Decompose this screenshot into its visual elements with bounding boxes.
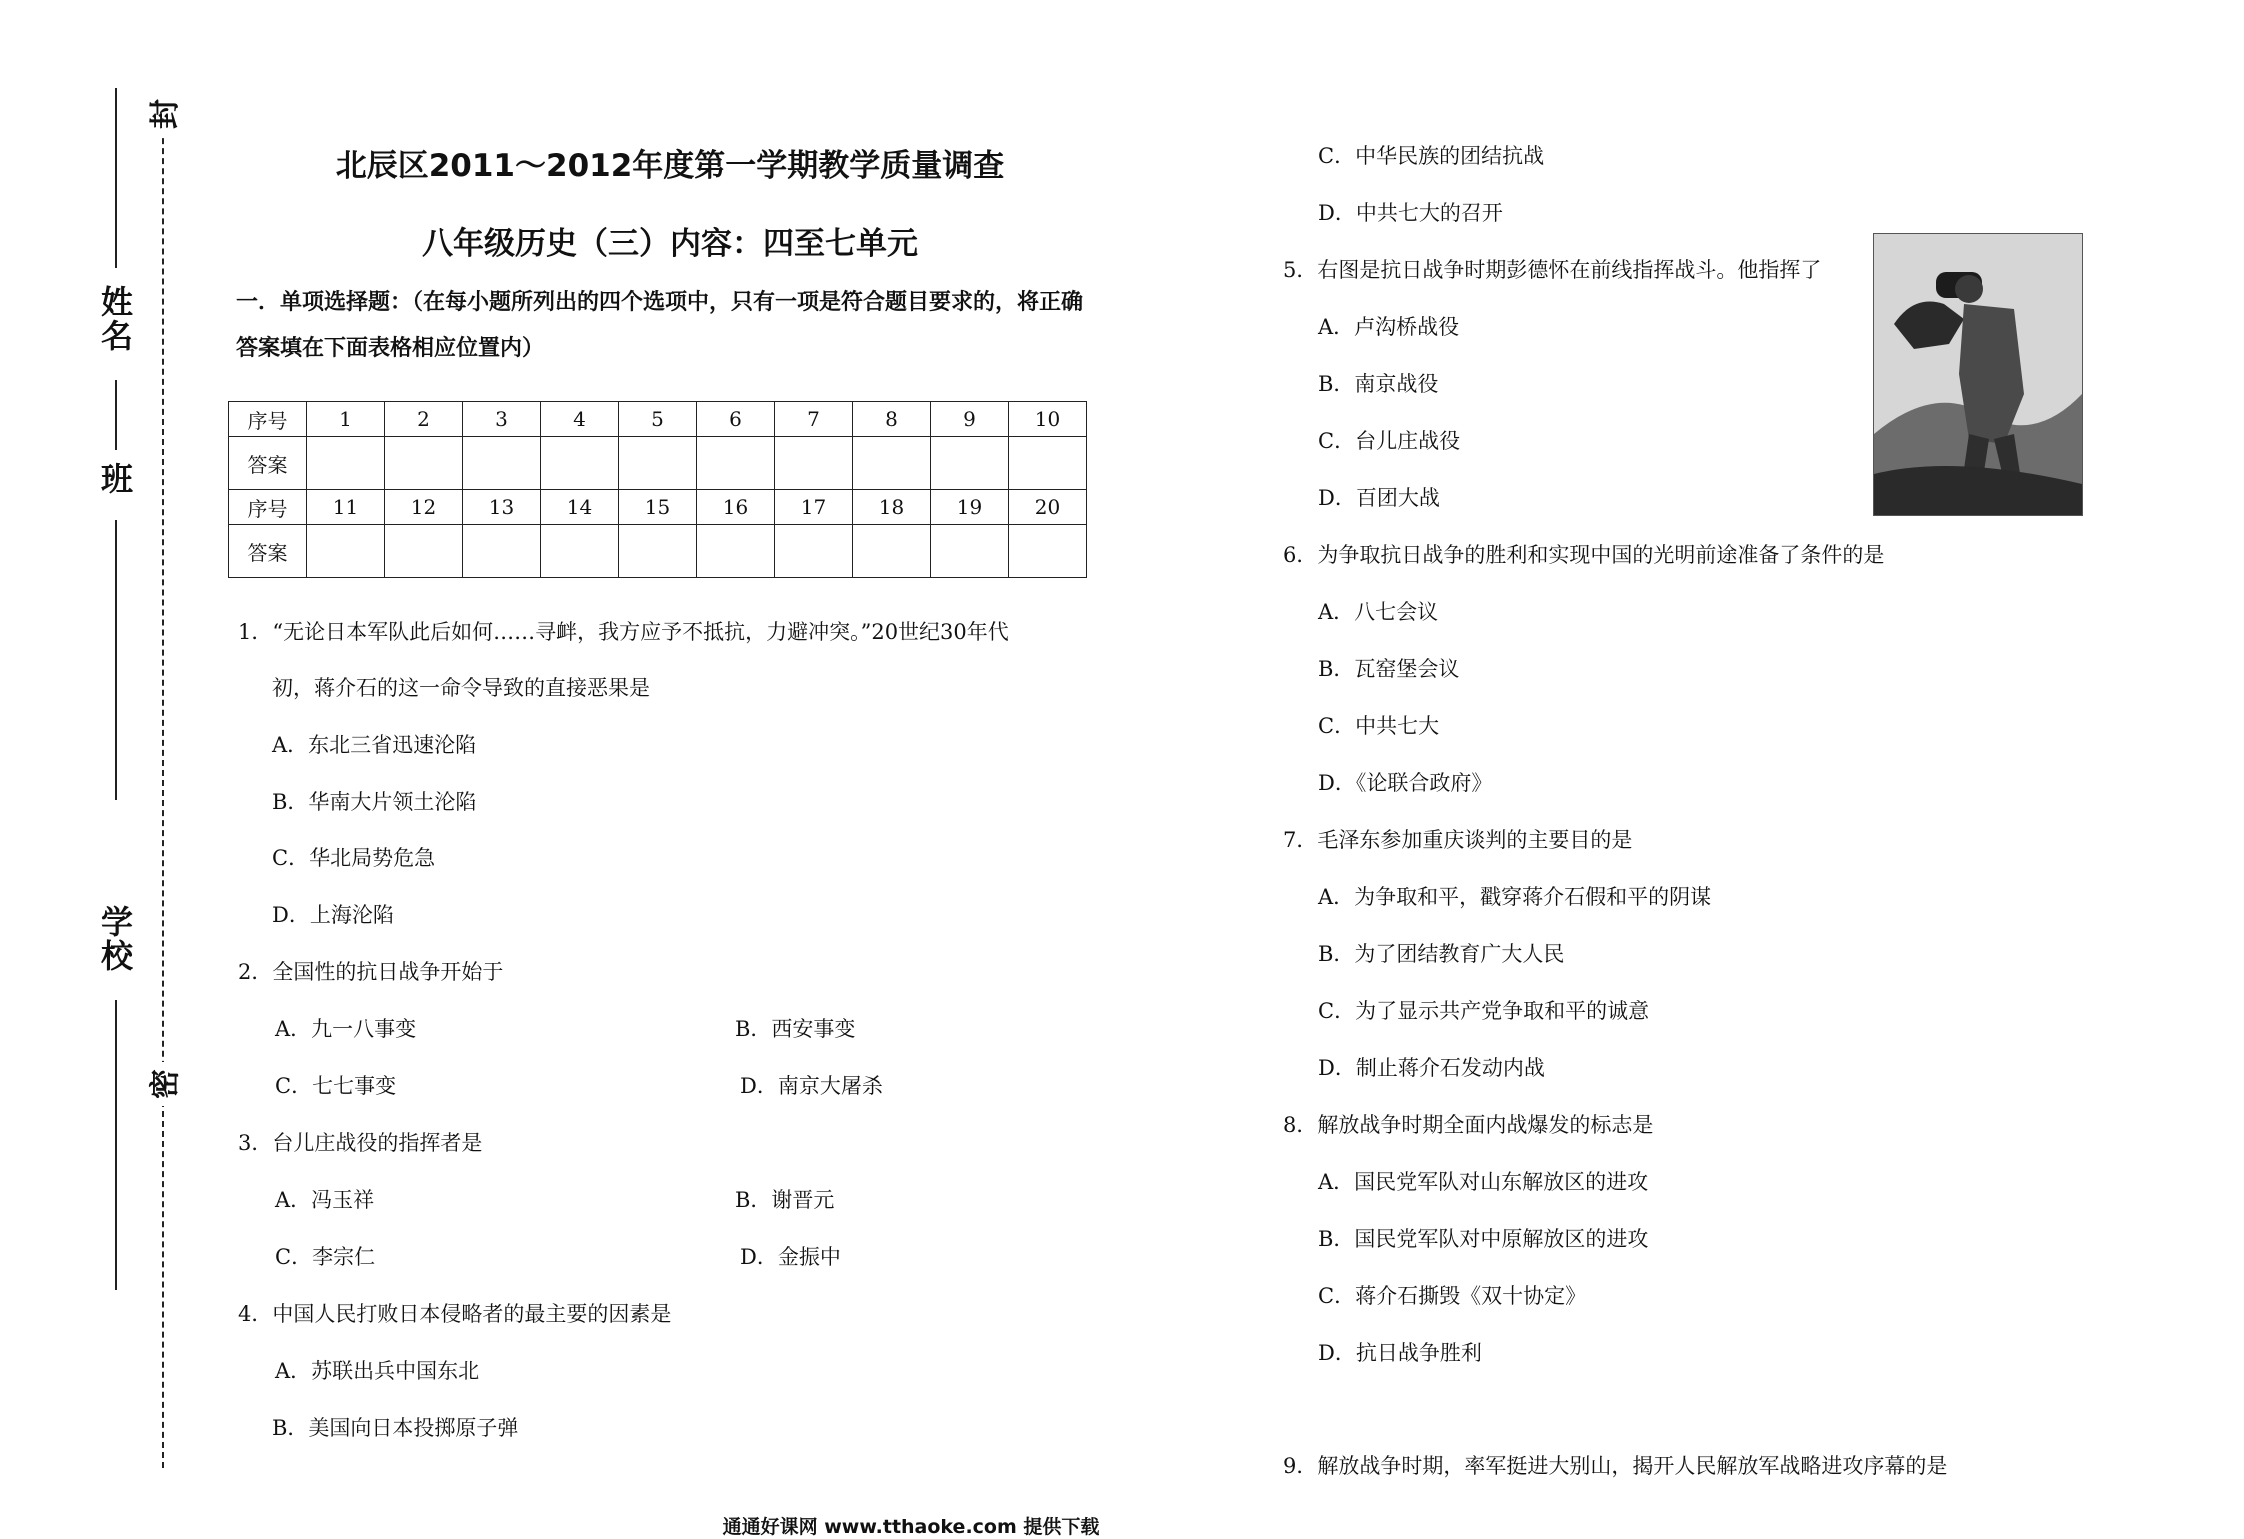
question-4-option-d: D．中共七大的召开 bbox=[1318, 201, 1503, 225]
table-cell-number: 14 bbox=[541, 490, 619, 525]
answer-table bbox=[228, 401, 1087, 578]
table-cell-number: 12 bbox=[385, 490, 463, 525]
answer-cell[interactable] bbox=[541, 437, 619, 490]
question-5-option-c: C．台儿庄战役 bbox=[1318, 429, 1461, 453]
table-label-number: 序号 bbox=[229, 490, 307, 525]
peng-dehuai-photo bbox=[1873, 233, 2083, 516]
table-cell-number: 2 bbox=[385, 402, 463, 437]
question-5-stem: 5．右图是抗日战争时期彭德怀在前线指挥战斗。他指挥了 bbox=[1283, 258, 1822, 282]
exam-subtitle: 八年级历史（三）内容：四至七单元 bbox=[422, 226, 918, 262]
question-7-option-b: B．为了团结教育广大人民 bbox=[1318, 942, 1565, 966]
question-1-stem-cont: 初，蒋介石的这一命令导致的直接恶果是 bbox=[272, 676, 650, 700]
answer-cell[interactable] bbox=[853, 437, 931, 490]
exam-title: 北辰区2011～2012年度第一学期教学质量调查 bbox=[335, 148, 1005, 184]
question-3-option-d: D．金振中 bbox=[740, 1245, 841, 1269]
question-6-option-a: A．八七会议 bbox=[1318, 600, 1439, 624]
question-2-option-b: B．西安事变 bbox=[735, 1017, 856, 1041]
answer-cell[interactable] bbox=[307, 525, 385, 578]
question-4-option-b: B．美国向日本投掷原子弹 bbox=[272, 1416, 519, 1440]
question-4-option-c: C．中华民族的团结抗战 bbox=[1318, 144, 1545, 168]
table-cell-number: 7 bbox=[775, 402, 853, 437]
table-cell-number: 20 bbox=[1009, 490, 1087, 525]
question-6-option-d: D．《论联合政府》 bbox=[1318, 771, 1493, 795]
instruction-line-1: 一．单项选择题：（在每小题所列出的四个选项中，只有一项是符合题目要求的，将正确 bbox=[236, 290, 1084, 315]
table-cell-number: 4 bbox=[541, 402, 619, 437]
answer-cell[interactable] bbox=[931, 437, 1009, 490]
question-4-option-a: A．苏联出兵中国东北 bbox=[275, 1359, 480, 1383]
table-cell-number: 1 bbox=[307, 402, 385, 437]
question-8-option-d: D．抗日战争胜利 bbox=[1318, 1341, 1482, 1365]
table-cell-number: 19 bbox=[931, 490, 1009, 525]
question-3-option-a: A．冯玉祥 bbox=[275, 1188, 375, 1212]
table-cell-number: 18 bbox=[853, 490, 931, 525]
name-label: 姓名 bbox=[96, 285, 134, 353]
question-7-stem: 7．毛泽东参加重庆谈判的主要目的是 bbox=[1283, 828, 1633, 852]
table-cell-number: 5 bbox=[619, 402, 697, 437]
answer-cell[interactable] bbox=[463, 525, 541, 578]
answer-cell[interactable] bbox=[307, 437, 385, 490]
class-underline-top bbox=[115, 380, 117, 450]
question-8-option-b: B．国民党军队对中原解放区的进攻 bbox=[1318, 1227, 1649, 1251]
answer-cell[interactable] bbox=[853, 525, 931, 578]
school-underline bbox=[115, 1000, 117, 1290]
table-cell-number: 8 bbox=[853, 402, 931, 437]
question-6-option-b: B．瓦窑堡会议 bbox=[1318, 657, 1460, 681]
answer-cell[interactable] bbox=[463, 437, 541, 490]
table-cell-number: 16 bbox=[697, 490, 775, 525]
question-2-option-a: A．九一八事变 bbox=[275, 1017, 417, 1041]
soldier-with-binoculars-image bbox=[1874, 234, 2082, 515]
table-cell-number: 6 bbox=[697, 402, 775, 437]
question-9-stem: 9．解放战争时期，率军挺进大别山，揭开人民解放军战略进攻序幕的是 bbox=[1283, 1454, 1948, 1478]
name-underline bbox=[115, 88, 117, 268]
question-1-option-d: D．上海沦陷 bbox=[272, 903, 394, 927]
question-5-option-d: D．百团大战 bbox=[1318, 486, 1440, 510]
question-8-option-a: A．国民党军队对山东解放区的进攻 bbox=[1318, 1170, 1649, 1194]
table-row bbox=[229, 490, 1087, 525]
table-row bbox=[229, 437, 1087, 490]
answer-cell[interactable] bbox=[385, 525, 463, 578]
answer-cell[interactable] bbox=[775, 525, 853, 578]
table-row bbox=[229, 525, 1087, 578]
table-label-number: 序号 bbox=[229, 402, 307, 437]
seal-top-char: 封 bbox=[140, 92, 184, 136]
seal-bottom-char: 密 bbox=[140, 1062, 184, 1106]
table-cell-number: 13 bbox=[463, 490, 541, 525]
question-7-option-c: C．为了显示共产党争取和平的诚意 bbox=[1318, 999, 1650, 1023]
question-8-option-c: C．蒋介石撕毁《双十协定》 bbox=[1318, 1284, 1587, 1308]
table-cell-number: 11 bbox=[307, 490, 385, 525]
answer-cell[interactable] bbox=[1009, 525, 1087, 578]
footer-source: 通通好课网 www.tthaoke.com 提供下载 bbox=[722, 1516, 1100, 1538]
table-cell-number: 9 bbox=[931, 402, 1009, 437]
instruction-line-2: 答案填在下面表格相应位置内） bbox=[236, 336, 545, 361]
answer-cell[interactable] bbox=[697, 525, 775, 578]
table-label-answer: 答案 bbox=[229, 525, 307, 578]
answer-cell[interactable] bbox=[697, 437, 775, 490]
question-3-stem: 3．台儿庄战役的指挥者是 bbox=[238, 1131, 483, 1155]
answer-cell[interactable] bbox=[385, 437, 463, 490]
question-5-option-b: B．南京战役 bbox=[1318, 372, 1439, 396]
answer-cell[interactable] bbox=[541, 525, 619, 578]
school-label: 学校 bbox=[96, 905, 134, 973]
question-7-option-d: D．制止蒋介石发动内战 bbox=[1318, 1056, 1545, 1080]
answer-cell[interactable] bbox=[1009, 437, 1087, 490]
table-cell-number: 10 bbox=[1009, 402, 1087, 437]
question-6-stem: 6．为争取抗日战争的胜利和实现中国的光明前途准备了条件的是 bbox=[1283, 543, 1885, 567]
question-3-option-c: C．李宗仁 bbox=[275, 1245, 376, 1269]
question-7-option-a: A．为争取和平，戳穿蒋介石假和平的阴谋 bbox=[1318, 885, 1712, 909]
question-1-option-a: A．东北三省迅速沦陷 bbox=[272, 733, 477, 757]
section-instruction bbox=[236, 280, 1116, 372]
question-2-option-d: D．南京大屠杀 bbox=[740, 1074, 883, 1098]
class-underline-bottom bbox=[115, 520, 117, 800]
question-4-stem: 4．中国人民打败日本侵略者的最主要的因素是 bbox=[238, 1302, 672, 1326]
question-2-stem: 2．全国性的抗日战争开始于 bbox=[238, 960, 504, 984]
seal-dashed-line bbox=[162, 98, 164, 1468]
table-label-answer: 答案 bbox=[229, 437, 307, 490]
answer-cell[interactable] bbox=[619, 525, 697, 578]
answer-cell[interactable] bbox=[619, 437, 697, 490]
table-cell-number: 15 bbox=[619, 490, 697, 525]
question-1-stem: 1．“无论日本军队此后如何……寻衅，我方应予不抵抗，力避冲突。”20世纪30年代 bbox=[238, 620, 1009, 644]
question-1-option-c: C．华北局势危急 bbox=[272, 846, 436, 870]
question-6-option-c: C．中共七大 bbox=[1318, 714, 1440, 738]
question-8-stem: 8．解放战争时期全面内战爆发的标志是 bbox=[1283, 1113, 1654, 1137]
answer-cell[interactable] bbox=[931, 525, 1009, 578]
question-1-option-b: B．华南大片领土沦陷 bbox=[272, 790, 477, 814]
answer-cell[interactable] bbox=[775, 437, 853, 490]
question-2-option-c: C．七七事变 bbox=[275, 1074, 397, 1098]
table-cell-number: 17 bbox=[775, 490, 853, 525]
question-5-option-a: A．卢沟桥战役 bbox=[1318, 315, 1460, 339]
class-label: 班 bbox=[96, 462, 134, 496]
table-row bbox=[229, 402, 1087, 437]
table-cell-number: 3 bbox=[463, 402, 541, 437]
question-3-option-b: B．谢晋元 bbox=[735, 1188, 835, 1212]
